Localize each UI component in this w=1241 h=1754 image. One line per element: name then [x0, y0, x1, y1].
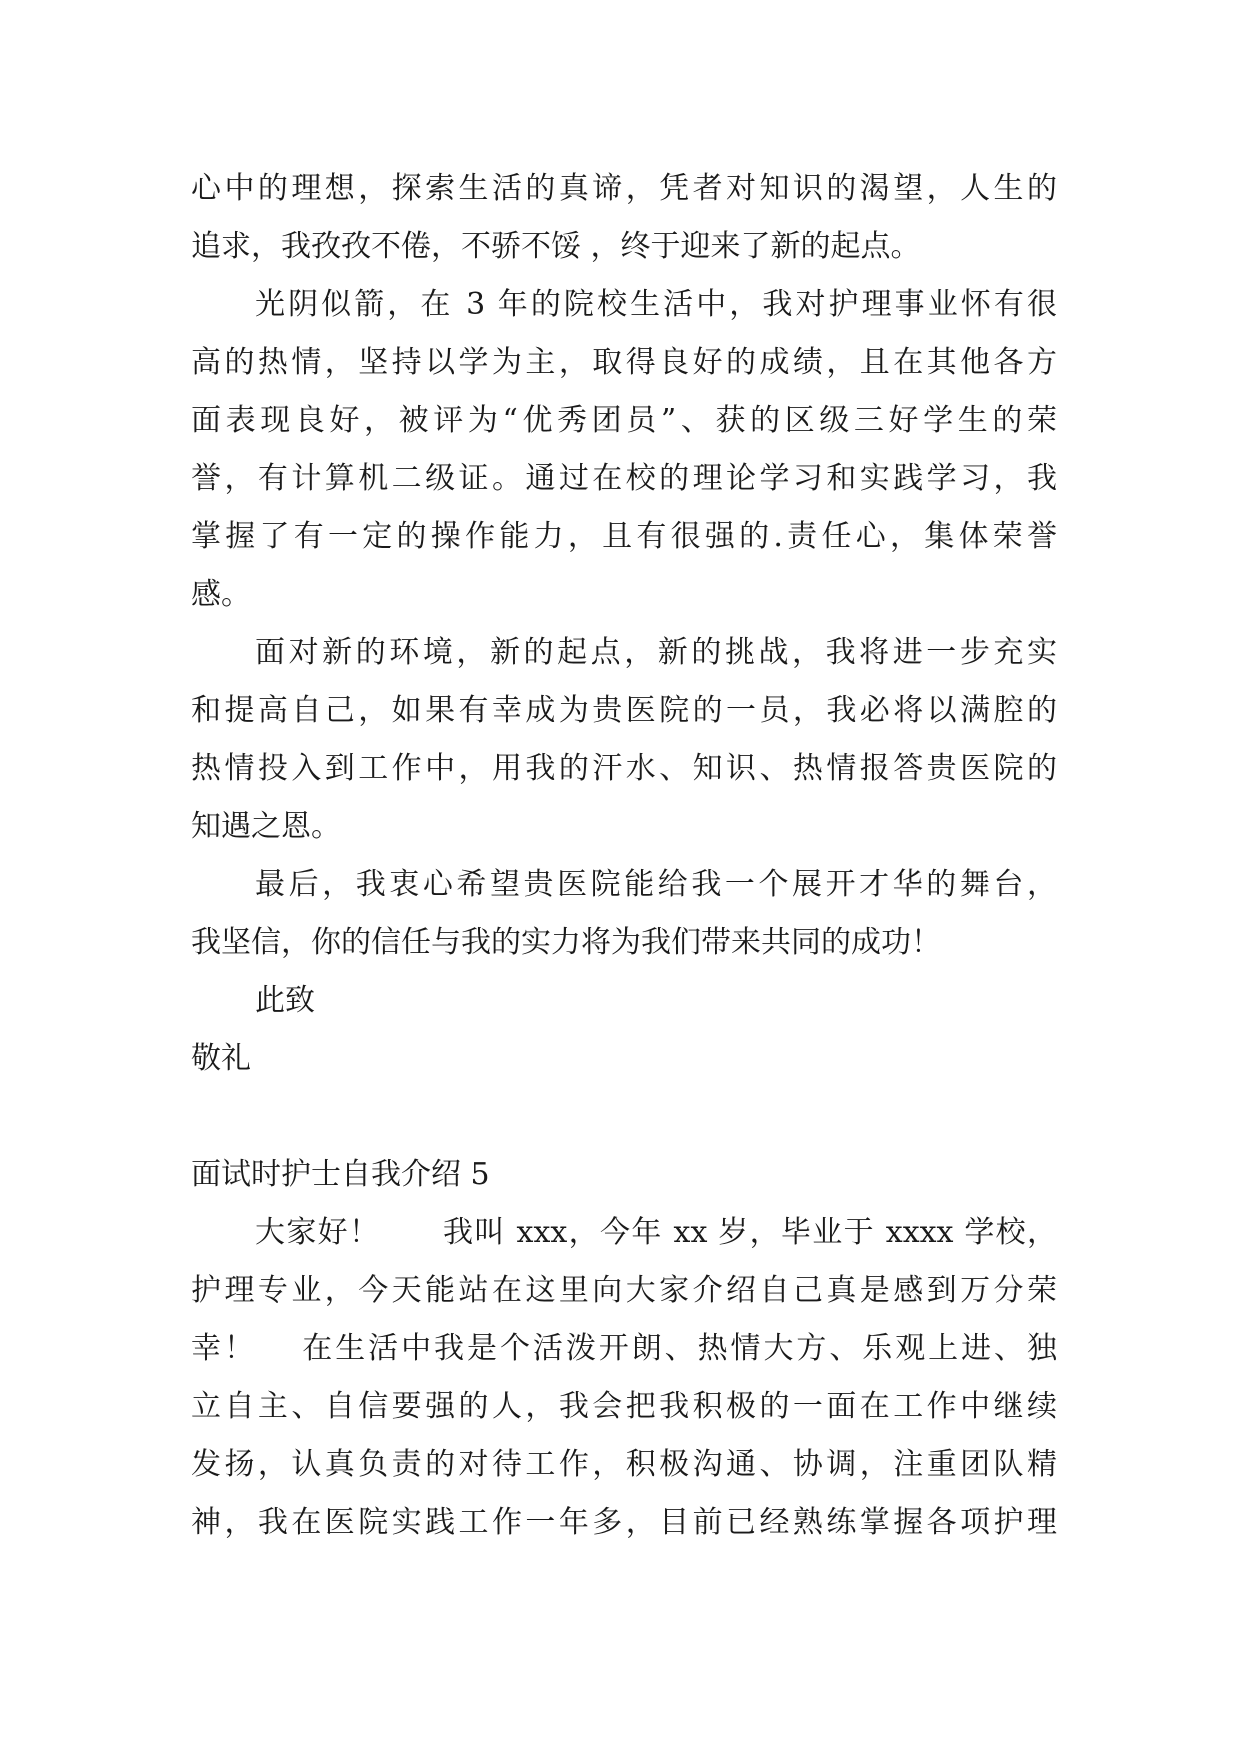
text-line: 誉，有计算机二级证。通过在校的理论学习和实践学习，我	[191, 461, 1057, 496]
paragraph-2	[191, 276, 1057, 624]
text-line: 护理专业，今天能站在这里向大家介绍自己真是感到万分荣	[191, 1273, 1057, 1308]
text-line: 高的热情，坚持以学为主，取得良好的成绩，且在其他各方	[191, 345, 1057, 380]
text-line: 心中的理想，探索生活的真谛，凭者对知识的渴望，人生的	[191, 171, 1057, 206]
text-line: 神，我在医院实践工作一年多，目前已经熟练掌握各项护理	[191, 1505, 1057, 1540]
section-title: 面试时护士自我介绍 5	[191, 1157, 490, 1192]
text-line: 知遇之恩。	[191, 809, 341, 844]
closing-regards: 敬礼	[191, 1041, 251, 1076]
text-line: 光阴似箭，在 3 年的院校生活中，我对护理事业怀有很	[255, 287, 1057, 322]
text-line: 热情投入到工作中，用我的汗水、知识、热情报答贵医院的	[191, 751, 1057, 786]
text-line: 和提高自己，如果有幸成为贵医院的一员，我必将以满腔的	[191, 693, 1057, 728]
text-line: 我坚信，你的信任与我的实力将为我们带来共同的成功！	[191, 925, 941, 960]
paragraph-5	[191, 1204, 1057, 1552]
document-body	[191, 160, 1057, 1552]
text-line: 掌握了有一定的操作能力，且有很强的.责任心，集体荣誉	[191, 519, 1057, 554]
paragraph-1	[191, 160, 1057, 276]
text-line: 发扬，认真负责的对待工作，积极沟通、协调，注重团队精	[191, 1447, 1057, 1482]
text-line: 感。	[191, 577, 251, 612]
paragraph-3	[191, 624, 1057, 856]
text-line: 幸！ 在生活中我是个活泼开朗、热情大方、乐观上进、独	[191, 1331, 1057, 1366]
text-line: 立自主、自信要强的人，我会把我积极的一面在工作中继续	[191, 1389, 1057, 1424]
text-line: 面对新的环境，新的起点，新的挑战，我将进一步充实	[255, 635, 1057, 670]
text-line: 大家好！ 我叫 xxx，今年 xx 岁，毕业于 xxxx 学校，	[255, 1215, 1057, 1250]
text-line: 面表现良好，被评为“优秀团员”、获的区级三好学生的荣	[191, 403, 1057, 438]
text-line: 追求，我孜孜不倦，不骄不馁 ，终于迎来了新的起点。	[191, 229, 921, 264]
paragraph-4	[191, 856, 1057, 972]
closing-salutation: 此致	[255, 983, 315, 1018]
closing	[191, 972, 1057, 1088]
text-line: 最后，我衷心希望贵医院能给我一个展开才华的舞台，	[255, 867, 1057, 902]
blank-line	[191, 1088, 1057, 1146]
